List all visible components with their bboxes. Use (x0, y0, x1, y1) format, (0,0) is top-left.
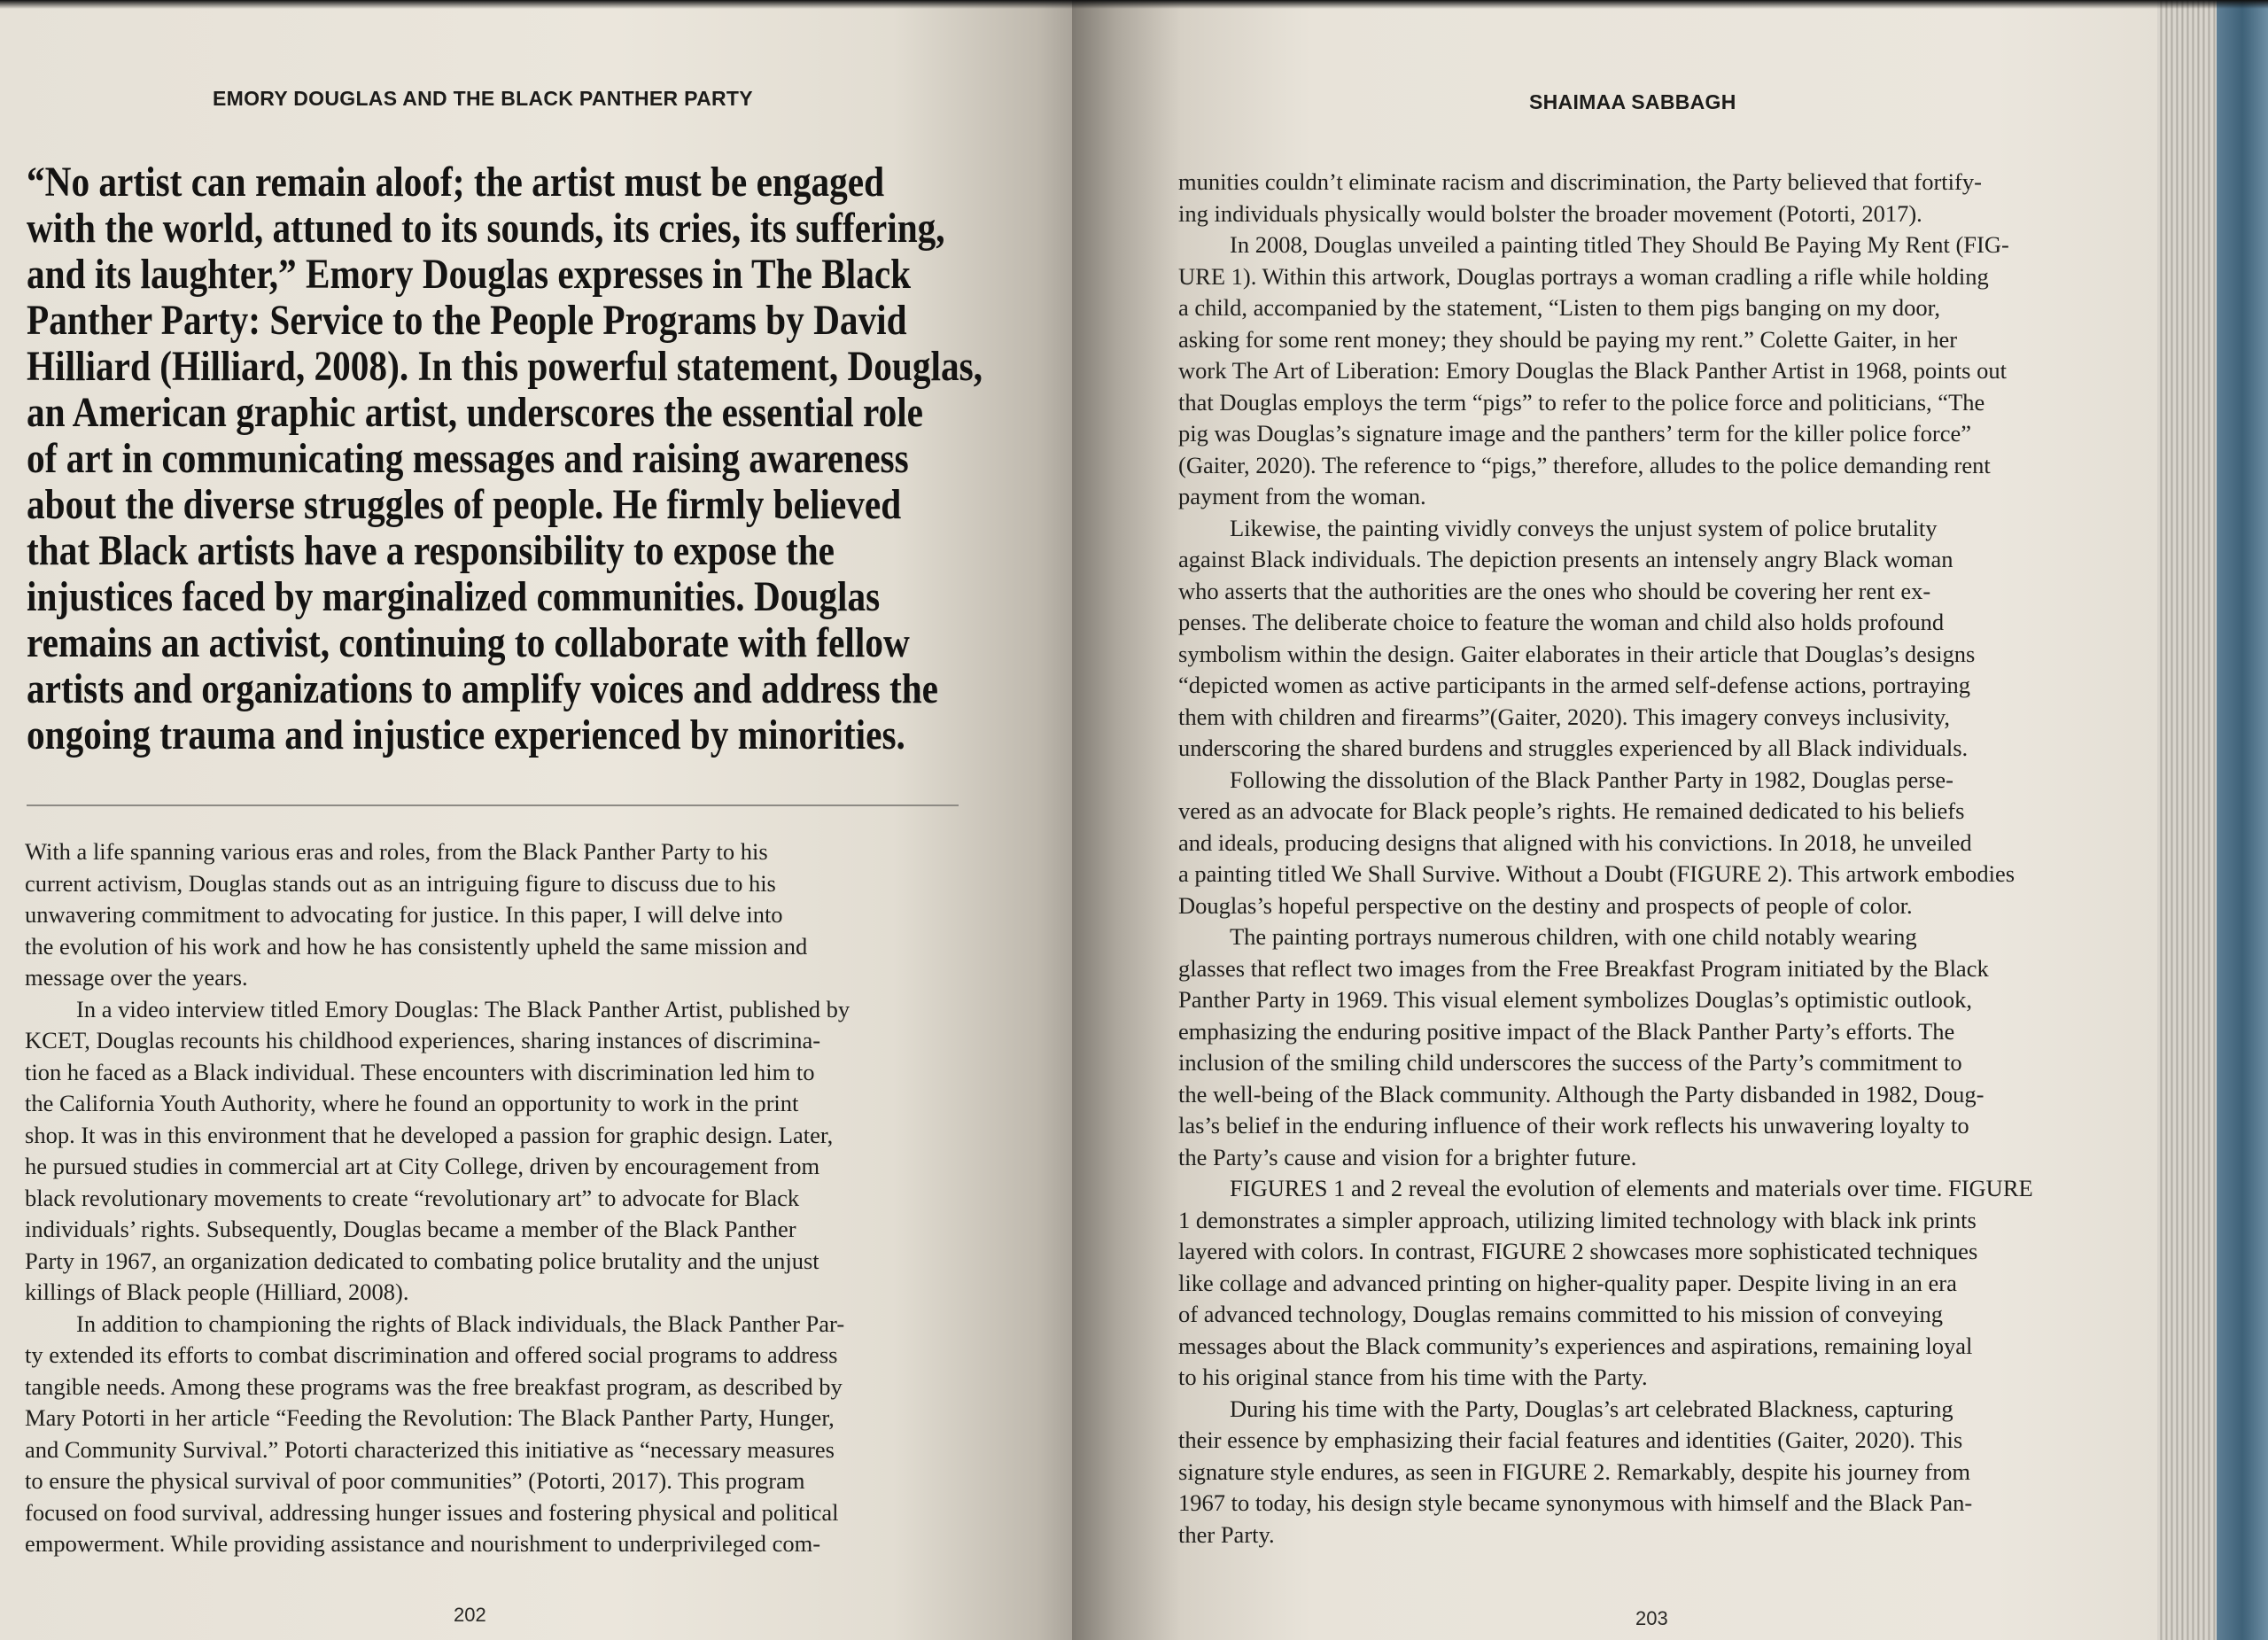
text-line: KCET, Douglas recounts his childhood experiences, sharing instances of discrimina- (25, 1027, 821, 1053)
pull-quote-line: an American graphic artist, underscores the essential role (27, 389, 924, 436)
text-line: focused on food survival, addressing hunger issues and fostering physical and political (25, 1498, 839, 1526)
text-line: the well-being of the Black community. Although the Party disbanded in 1982, Doug- (1178, 1080, 1984, 1108)
text-line: 1967 to today, his design style became synonymous with himself and the Black Pan- (1178, 1489, 1973, 1516)
book-page-edges (2157, 0, 2268, 1640)
pull-quote-line: Hilliard (Hilliard, 2008). In this powerful statement, Douglas, (27, 343, 983, 390)
left-page (0, 0, 1116, 1640)
text-line: munities couldn’t eliminate racism and discrimination, the Party believed that fortify- (1178, 168, 1982, 195)
text-line: and ideals, producing designs that aligned with his convictions. In 2018, he unveiled (1178, 828, 1972, 856)
text-line: Panther Party in 1969. This visual element symbolizes Douglas’s optimistic outlook, (1178, 986, 1973, 1013)
text-line: shop. It was in this environment that he developed a passion for graphic design. Later, (25, 1121, 834, 1148)
page-number-right: 203 (1635, 1607, 1668, 1629)
text-line: Likewise, the painting vividly conveys the unjust system of police brutality (1230, 514, 1938, 541)
text-line: “depicted women as active participants in the armed self-defense actions, portraying (1178, 672, 1971, 698)
pull-quote-line: that Black artists have a responsibility to expose the (27, 527, 835, 574)
text-line: underscoring the shared burdens and struggles experienced by all Black individuals. (1178, 735, 1969, 761)
body-text-left (25, 836, 955, 1560)
text-line: individuals’ rights. Subsequently, Douglas became a member of the Black Panther (25, 1216, 796, 1242)
pull-quote-line: “No artist can remain aloof; the artist must be engaged (27, 159, 885, 206)
text-line: With a life spanning various eras and roles, from the Black Panther Party to his (25, 838, 768, 865)
text-line: vered as an advocate for Black people’s rights. He remained dedicated to his beliefs (1178, 797, 1965, 824)
text-line: Party in 1967, an organization dedicated to combating police brutality and the unjust (25, 1247, 819, 1274)
text-line: he pursued studies in commercial art at City College, driven by encouragement from (25, 1153, 820, 1179)
pull-quote (27, 159, 983, 758)
text-line: pig was Douglas’s signature image and the panthers’ term for the killer police force” (1178, 420, 1972, 447)
pull-quote-line: Panther Party: Service to the People Programs by David (27, 297, 907, 344)
running-head-left: EMORY DOUGLAS AND THE BLACK PANTHER PARTY (213, 87, 753, 110)
pull-quote-line: injustices faced by marginalized communities. Douglas (27, 573, 881, 620)
text-line: ing individuals physically would bolster the broader movement (Potorti, 2017). (1178, 199, 1922, 227)
text-line: Mary Potorti in her article “Feeding the Revolution: The Black Panther Party, Hunger, (25, 1404, 835, 1431)
right-page (1072, 0, 2157, 1640)
text-line: the evolution of his work and how he has consistently upheld the same mission and (25, 932, 808, 960)
text-line: message over the years. (25, 964, 248, 991)
text-line: Douglas’s hopeful perspective on the destiny and prospects of people of color. (1178, 891, 1913, 919)
pull-quote-line: ongoing trauma and injustice experienced by minorities. (27, 711, 905, 758)
text-line: that Douglas employs the term “pigs” to refer to the police force and politicians, “The (1178, 388, 1985, 416)
text-line: current activism, Douglas stands out as an intriguing figure to discuss due to his (25, 869, 776, 897)
text-line: FIGURES 1 and 2 reveal the evolution of elements and materials over time. FIGURE (1230, 1175, 2033, 1201)
text-line: inclusion of the smiling child underscores the success of the Party’s commitment to (1178, 1049, 1962, 1076)
text-line: them with children and firearms”(Gaiter, 2020). This imagery conveys inclusivity, (1178, 703, 1950, 730)
text-line: signature style endures, as seen in FIGURE 2. Remarkably, despite his journey from (1178, 1457, 1970, 1485)
text-line: asking for some rent money; they should be paying my rent.” Colette Gaiter, in her (1178, 325, 1958, 353)
pull-quote-line: artists and organizations to amplify voices and address the (27, 665, 939, 712)
text-line: ther Party. (1178, 1520, 1275, 1548)
text-line: to his original stance from his time with the Party. (1178, 1364, 1648, 1390)
text-line: penses. The deliberate choice to feature the woman and child also holds profound (1178, 609, 1945, 635)
text-line: to ensure the physical survival of poor communities” (Potorti, 2017). This program (25, 1467, 805, 1494)
text-line: empowerment. While providing assistance and nourishment to underprivileged com- (25, 1530, 821, 1557)
top-shadow (0, 0, 2268, 9)
body-text-right (1178, 167, 2131, 1551)
text-line: In a video interview titled Emory Douglas: The Black Panther Artist, published by (76, 995, 850, 1022)
text-line: 1 demonstrates a simpler approach, utilizing limited technology with black ink prints (1178, 1206, 1977, 1233)
text-line: symbolism within the design. Gaiter elaborates in their article that Douglas’s designs (1178, 640, 1976, 667)
text-line: las’s belief in the enduring influence of their work reflects his unwavering loyalty to (1178, 1112, 1969, 1139)
text-line: (Gaiter, 2020). The reference to “pigs,” therefore, alludes to the police demanding rent (1178, 451, 1991, 478)
text-line: who asserts that the authorities are the ones who should be covering her rent ex- (1178, 577, 1931, 604)
text-line: the California Youth Authority, where he found an opportunity to work in the print (25, 1090, 799, 1116)
text-line: of advanced technology, Douglas remains committed to his mission of conveying (1178, 1301, 1944, 1327)
text-line: tangible needs. Among these programs was the free breakfast program, as described by (25, 1372, 843, 1400)
text-line: Following the dissolution of the Black Panther Party in 1982, Douglas perse- (1230, 766, 1953, 793)
pull-quote-line: and its laughter,” Emory Douglas expresses in The Black (27, 251, 912, 298)
text-line: work The Art of Liberation: Emory Douglas the Black Panther Artist in 1968, points out (1178, 357, 2007, 384)
text-line: glasses that reflect two images from the Free Breakfast Program initiated by the Black (1178, 954, 1989, 982)
text-line: emphasizing the enduring positive impact of the Black Panther Party’s efforts. The (1178, 1017, 1955, 1045)
text-line: In 2008, Douglas unveiled a painting titled They Should Be Paying My Rent (FIG- (1230, 231, 2009, 258)
text-line: and Community Survival.” Potorti characterized this initiative as “necessary measures (25, 1435, 835, 1463)
text-line: like collage and advanced printing on higher-quality paper. Despite living in an era (1178, 1269, 1957, 1296)
text-line: unwavering commitment to advocating for justice. In this paper, I will delve into (25, 901, 783, 928)
text-line: ty extended its efforts to combat discrimination and offered social programs to address (25, 1341, 838, 1368)
text-line: payment from the woman. (1178, 483, 1426, 509)
text-line: layered with colors. In contrast, FIGURE 2 showcases more sophisticated techniques (1178, 1238, 1978, 1264)
text-line: a child, accompanied by the statement, “Listen to them pigs banging on my door, (1178, 294, 1940, 321)
text-line: In addition to championing the rights of Black individuals, the Black Panther Par- (76, 1310, 845, 1337)
text-line: URE 1). Within this artwork, Douglas portrays a woman cradling a rifle while holding (1178, 262, 1989, 290)
pull-quote-line: remains an activist, continuing to collaborate with fellow (27, 619, 910, 666)
section-divider (27, 804, 959, 806)
text-line: against Black individuals. The depiction presents an intensely angry Black woman (1178, 546, 1953, 572)
text-line: their essence by emphasizing their facial features and identities (Gaiter, 2020). This (1178, 1426, 1963, 1453)
text-line: black revolutionary movements to create “revolutionary art” to advocate for Black (25, 1184, 800, 1211)
running-head-right: SHAIMAA SABBAGH (1529, 90, 1736, 113)
text-line: During his time with the Party, Douglas’s art celebrated Blackness, capturing (1230, 1395, 1953, 1422)
page-number-left: 202 (454, 1604, 486, 1626)
text-line: The painting portrays numerous children, with one child notably wearing (1230, 923, 1917, 950)
pull-quote-line: of art in communicating messages and raising awareness (27, 435, 909, 482)
text-line: messages about the Black community’s experiences and aspirations, remaining loyal (1178, 1332, 1973, 1359)
text-line: killings of Black people (Hilliard, 2008). (25, 1279, 409, 1305)
text-line: the Party’s cause and vision for a brighter future. (1178, 1143, 1637, 1170)
text-line: tion he faced as a Black individual. These encounters with discrimination led him to (25, 1058, 815, 1085)
pull-quote-line: with the world, attuned to its sounds, its cries, its suffering, (27, 205, 945, 252)
pull-quote-line: about the diverse struggles of people. He firmly believed (27, 481, 902, 528)
text-line: a painting titled We Shall Survive. Without a Doubt (FIGURE 2). This artwork embodies (1178, 860, 2016, 887)
